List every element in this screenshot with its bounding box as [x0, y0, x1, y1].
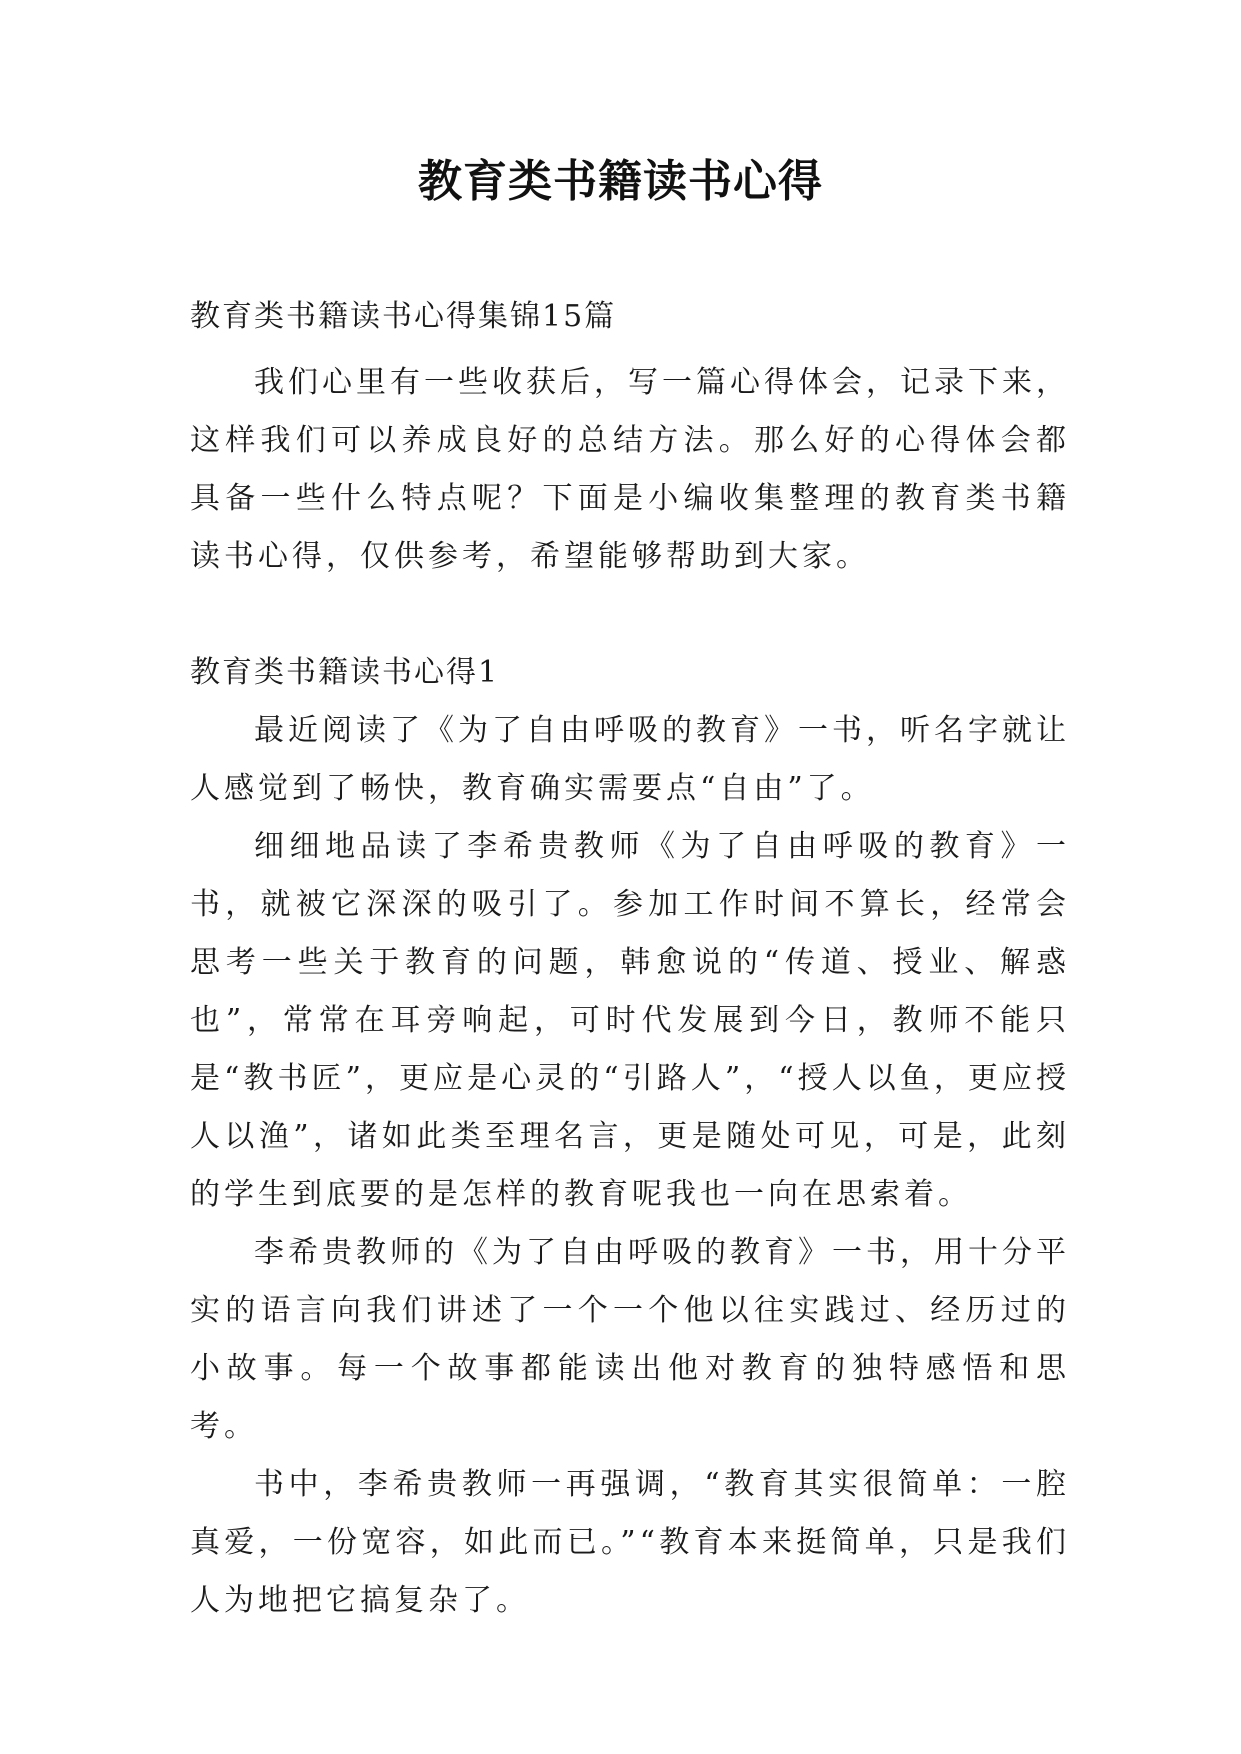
section-heading: 教育类书籍读书心得1: [190, 655, 500, 690]
spacer: [190, 586, 1070, 644]
intro-paragraph: 我们心里有一些收获后，写一篇心得体会，记录下来，这样我们可以养成良好的总结方法。那么好的心得体会都具备一些什么特点呢？下面是小编收集整理的教育类书籍读书心得，仅供参考，希望能够帮助到大家。: [190, 365, 1070, 574]
collection-heading: 教育类书籍读书心得集锦15篇: [190, 299, 617, 334]
section-paragraph: 最近阅读了《为了自由呼吸的教育》一书，听名字就让人感觉到了畅快，教育确实需要点“自由”了。: [190, 713, 1070, 806]
spacer: [190, 346, 1070, 354]
document-body: [190, 288, 1070, 1630]
section-paragraph: 细细地品读了李希贵教师《为了自由呼吸的教育》一书，就被它深深的吸引了。参加工作时间不算长，经常会思考一些关于教育的问题，韩愈说的“传道、授业、解惑也”，常常在耳旁响起，可时代发展到今日，教师不能只是“教书匠”，更应是心灵的“引路人”，“授人以鱼，更应授人以渔”，诸如此类至理名言，更是随处可见，可是，此刻的学生到底要的是怎样的教育呢我也一向在思索着。: [190, 829, 1070, 1212]
section-paragraph: 李希贵教师的《为了自由呼吸的教育》一书，用十分平实的语言向我们讲述了一个一个他以往实践过、经历过的小故事。每一个故事都能读出他对教育的独特感悟和思考。: [190, 1235, 1070, 1444]
document-title: 教育类书籍读书心得: [418, 156, 823, 207]
section-paragraph: 书中，李希贵教师一再强调，“教育其实很简单：一腔真爱，一份宽容，如此而已。”“教育本来挺简单，只是我们人为地把它搞复杂了。: [190, 1467, 1070, 1618]
